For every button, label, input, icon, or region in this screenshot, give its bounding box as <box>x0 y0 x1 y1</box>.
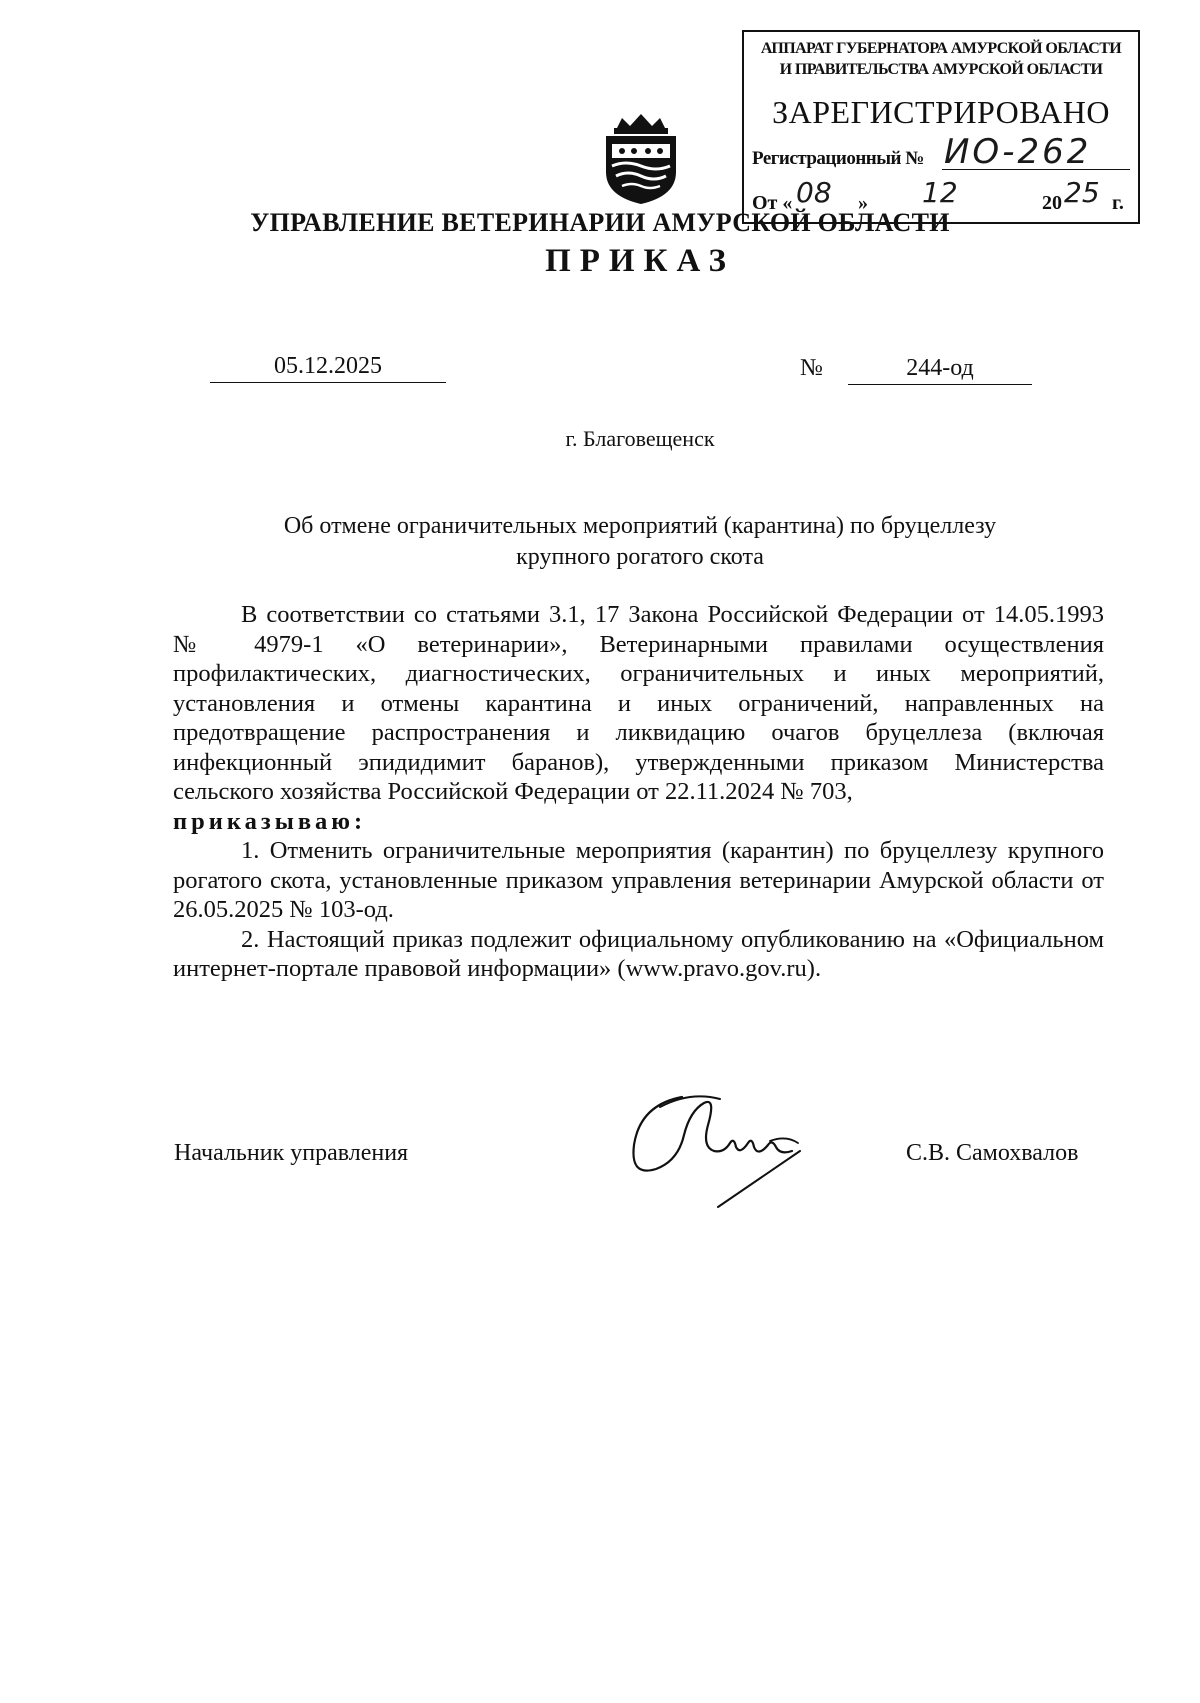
registration-stamp <box>742 30 1140 224</box>
organization-name: УПРАВЛЕНИЕ ВЕТЕРИНАРИИ АМУРСКОЙ ОБЛАСТИ <box>250 208 950 237</box>
preamble-paragraph: В соответствии со статьями 3.1, 17 Закона Российской Федерации от 14.05.1993 № 4979-1 «О ветеринарии», Ветеринарными правилами осуществления профилактических, диагностических, ограничительных и иных мероприятий, установления и отмены карантина и иных ограничений, направленных на предотвращение распространения и ликвидацию очагов бруцеллеза (включая инфекционный эпидидимит баранов), утвержденными приказом Министерства сельского хозяйства Российской Федерации от 22.11.2024 № 703, <box>173 601 1104 805</box>
stamp-year-suffix: 25 <box>1064 176 1100 209</box>
orders-label: приказываю: <box>173 807 367 835</box>
number-sign: № <box>800 355 823 381</box>
stamp-line-1: АППАРАТ ГУБЕРНАТОРА АМУРСКОЙ ОБЛАСТИ <box>760 40 1122 57</box>
stamp-reg-number: ИО-262 <box>944 132 1092 172</box>
stamp-close-quote: » <box>858 192 868 214</box>
stamp-line-2: И ПРАВИТЕЛЬСТВА АМУРСКОЙ ОБЛАСТИ <box>779 61 1103 78</box>
city: г. Благовещенск <box>565 426 715 451</box>
handwritten-signature <box>620 1085 830 1215</box>
stamp-reg-label: Регистрационный № <box>752 148 924 169</box>
order-date: 05.12.2025 <box>210 353 446 383</box>
order-item-2: 2. Настоящий приказ подлежит официальному опубликованию на «Официальном интернет-портале правовой информации» (www.pravo.gov.ru). <box>173 925 1104 982</box>
stamp-day: 08 <box>796 176 832 209</box>
stamp-year-label: г. <box>1112 192 1124 214</box>
stamp-header <box>744 38 1138 80</box>
order-subject <box>200 511 1080 573</box>
order-body <box>173 600 1104 984</box>
order-number: 244-од <box>848 355 1032 385</box>
signatory-position: Начальник управления <box>174 1140 409 1166</box>
stamp-from-label: От « <box>752 192 793 214</box>
order-item-1: 1. Отменить ограничительные мероприятия (карантин) по бруцеллезу крупного рогатого скота, установленные приказом управления ветеринарии Амурской области от 26.05.2025 № 103-од. <box>173 837 1104 923</box>
stamp-status: ЗАРЕГИСТРИРОВАНО <box>772 94 1110 130</box>
subject-line-2: крупного рогатого скота <box>516 544 764 570</box>
document-type: ПРИКАЗ <box>545 243 735 279</box>
signatory-name: С.В. Самохвалов <box>906 1140 1079 1166</box>
stamp-month: 12 <box>922 176 958 209</box>
stamp-year-prefix: 20 <box>1042 192 1062 214</box>
subject-line-1: Об отмене ограничительных мероприятий (карантина) по бруцеллезу <box>283 513 997 539</box>
coat-of-arms-icon <box>602 112 680 206</box>
